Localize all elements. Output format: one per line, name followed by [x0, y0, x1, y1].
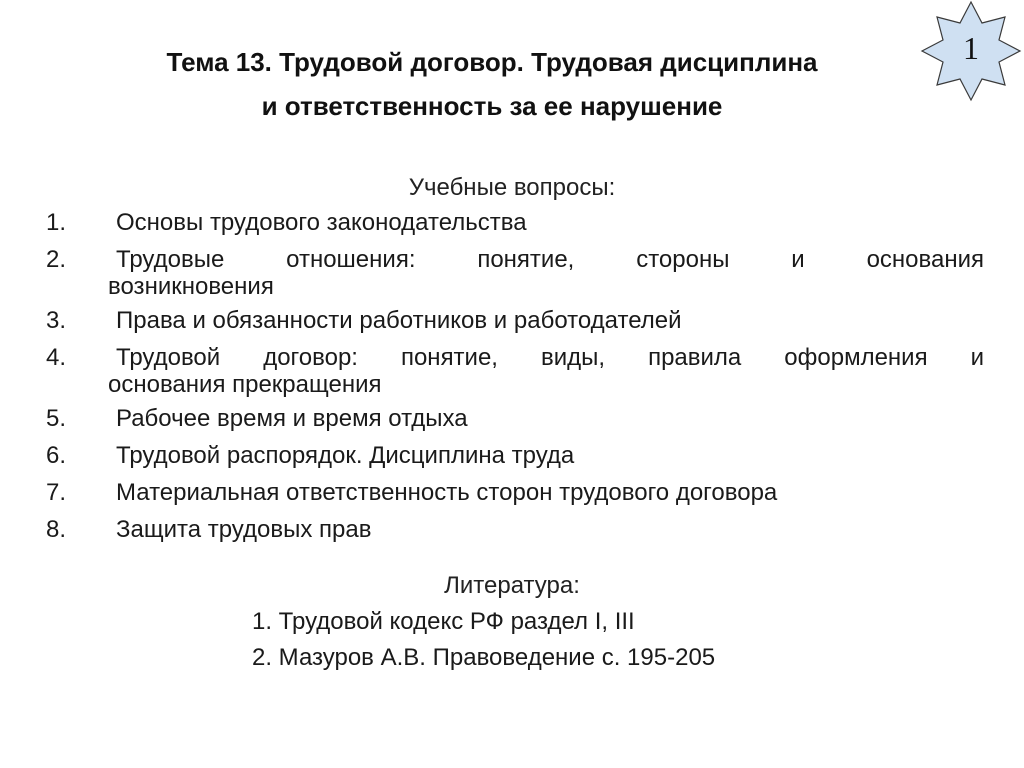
- list-item-text: Трудовой распорядок. Дисциплина труда: [116, 442, 575, 469]
- questions-heading: Учебные вопросы:: [408, 174, 616, 201]
- list-item-number: 4.: [46, 344, 67, 371]
- list-item-text: Защита трудовых прав: [116, 516, 372, 543]
- list-item: [46, 404, 984, 434]
- slide-title-line-1: Тема 13. Трудовой договор. Трудовая дисциплина: [166, 47, 818, 77]
- list-item: [46, 478, 984, 508]
- list-item-number: 6.: [46, 442, 67, 469]
- list-item: [46, 515, 984, 545]
- list-item-text-line-2: возникновения: [108, 273, 274, 300]
- list-item-text: Основы трудового законодательства: [116, 209, 527, 236]
- slide-number-badge: [920, 0, 1022, 102]
- slide-number: 1: [963, 29, 979, 66]
- list-item-text: Права и обязанности работников и работодателей: [116, 307, 682, 334]
- literature-list: [252, 604, 715, 676]
- literature-heading: Литература:: [444, 572, 580, 599]
- list-item-text: [46, 343, 984, 397]
- list-item-number: 3.: [46, 307, 67, 334]
- list-item-text: [46, 245, 984, 299]
- list-item-number: 5.: [46, 405, 67, 432]
- list-item: [46, 306, 984, 336]
- list-item-number: 1.: [46, 209, 67, 236]
- list-item-number: 7.: [46, 479, 67, 506]
- literature-item: 2. Мазуров А.В. Правоведение с. 195-205: [252, 644, 716, 671]
- questions-list: [46, 208, 984, 552]
- list-item-number: 8.: [46, 516, 67, 543]
- list-item-text-line-1: Трудовые отношения: понятие, стороны и основания: [116, 246, 984, 273]
- list-item-text-line-2: основания прекращения: [108, 371, 382, 398]
- slide-title: [40, 40, 944, 128]
- slide-title-line-2: и ответственность за ее нарушение: [261, 91, 723, 121]
- literature-item: 1. Трудовой кодекс РФ раздел I, III: [252, 608, 635, 635]
- list-item-text-line-1: Трудовой договор: понятие, виды, правила оформления и: [116, 344, 984, 371]
- list-item-text: Материальная ответственность сторон трудового договора: [116, 479, 778, 506]
- list-item: [46, 208, 984, 238]
- list-item-text: Рабочее время и время отдыха: [116, 405, 468, 432]
- list-item-number: 2.: [46, 246, 67, 273]
- list-item: [46, 245, 984, 299]
- list-item: [46, 343, 984, 397]
- list-item: [46, 441, 984, 471]
